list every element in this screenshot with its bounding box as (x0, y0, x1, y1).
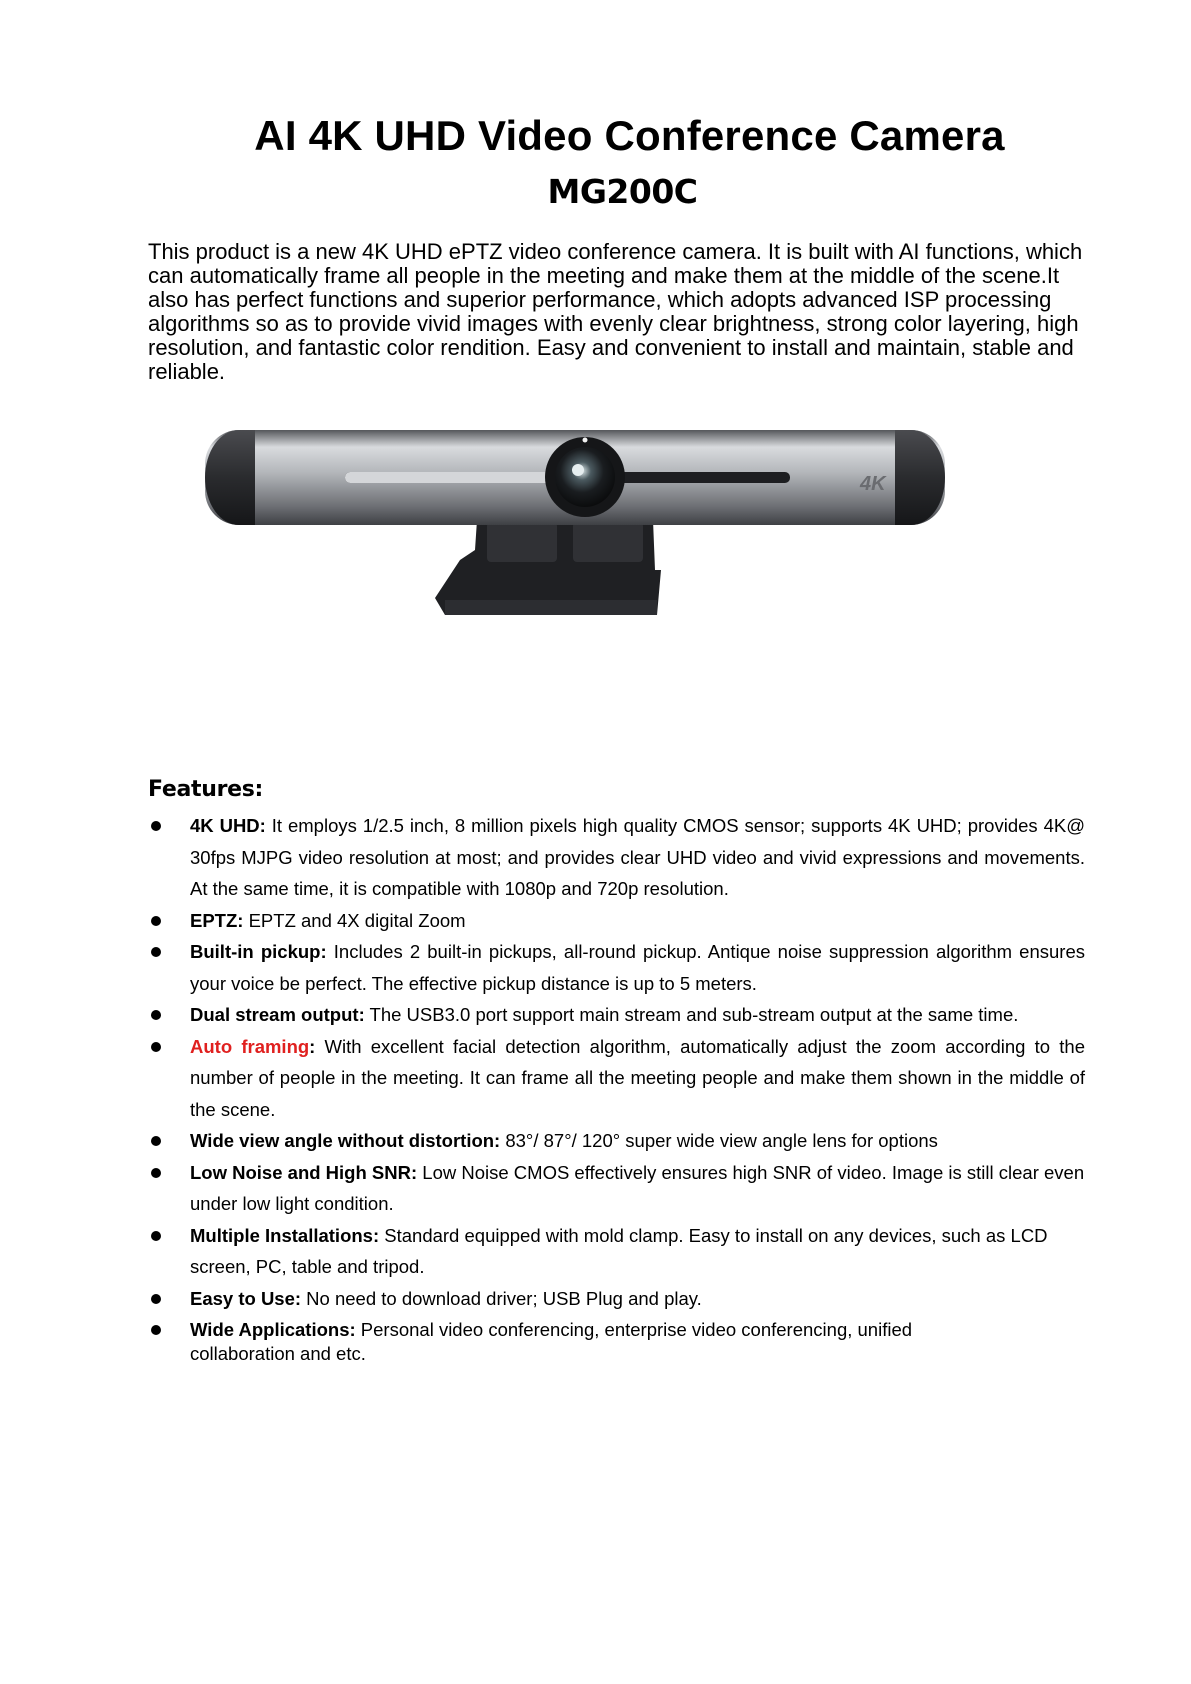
bullet-icon (151, 1294, 161, 1304)
page-title: AI 4K UHD Video Conference Camera (254, 112, 1005, 159)
bullet-icon (151, 916, 161, 926)
intro-paragraph: This product is a new 4K UHD ePTZ video conference camera. It is built with AI functions, which can automatically frame all people in the meeting and make them at the middle of the scene.It also has perfect functions and superior performance, which adopts advanced ISP processing algorithms so as to provide vivid images with evenly clear brightness, strong color layering, high resolution, and fantastic color rendition. Easy and convenient to install and maintain, stable and reliable. (148, 239, 1083, 384)
bullet-icon (151, 1136, 161, 1146)
list-item: Wide Applications: Personal video conferencing, enterprise video conferencing, unified collaboration and etc. (148, 1318, 1085, 1366)
list-item: Auto framing: With excellent facial detection algorithm, automatically adjust the zoom according to the number of people in the meeting. It can frame all the meeting people and make them shown in the middle of the scene. (148, 1031, 1085, 1126)
list-item: Wide view angle without distortion: 83°/ 87°/ 120° super wide view angle lens for options (148, 1125, 1085, 1157)
bullet-icon (151, 1231, 161, 1241)
bullet-icon (151, 1010, 161, 1020)
list-item: Built-in pickup: Includes 2 built-in pickups, all-round pickup. Antique noise suppression algorithm ensures your voice be perfect. The effective pickup distance is up to 5 meters. (148, 936, 1085, 999)
features-list (148, 810, 1085, 1366)
list-item: Dual stream output: The USB3.0 port support main stream and sub-stream output at the same time. (148, 999, 1085, 1031)
bullet-icon (151, 1168, 161, 1178)
camera-product-image (205, 430, 945, 650)
bullet-icon (151, 1042, 161, 1052)
list-item: Low Noise and High SNR: Low Noise CMOS effectively ensures high SNR of video. Image is still clear even under low light condition. (148, 1157, 1085, 1220)
features-heading: Features: (148, 777, 264, 802)
model-number: MG200C (547, 172, 698, 211)
list-item: EPTZ: EPTZ and 4X digital Zoom (148, 905, 1085, 937)
bullet-icon (151, 821, 161, 831)
4k-badge: 4K (860, 473, 886, 495)
list-item: 4K UHD: It employs 1/2.5 inch, 8 million pixels high quality CMOS sensor; supports 4K UHD; provides 4K@ 30fps MJPG video resolution at most; and provides clear UHD video and vivid expressions and movements. At the same time, it is compatible with 1080p and 720p resolution. (148, 810, 1085, 905)
bullet-icon (151, 1325, 161, 1335)
list-item: Easy to Use: No need to download driver; USB Plug and play. (148, 1283, 1085, 1315)
list-item: Multiple Installations: Standard equipped with mold clamp. Easy to install on any devices, such as LCD screen, PC, table and tripod. (148, 1220, 1085, 1283)
bullet-icon (151, 947, 161, 957)
